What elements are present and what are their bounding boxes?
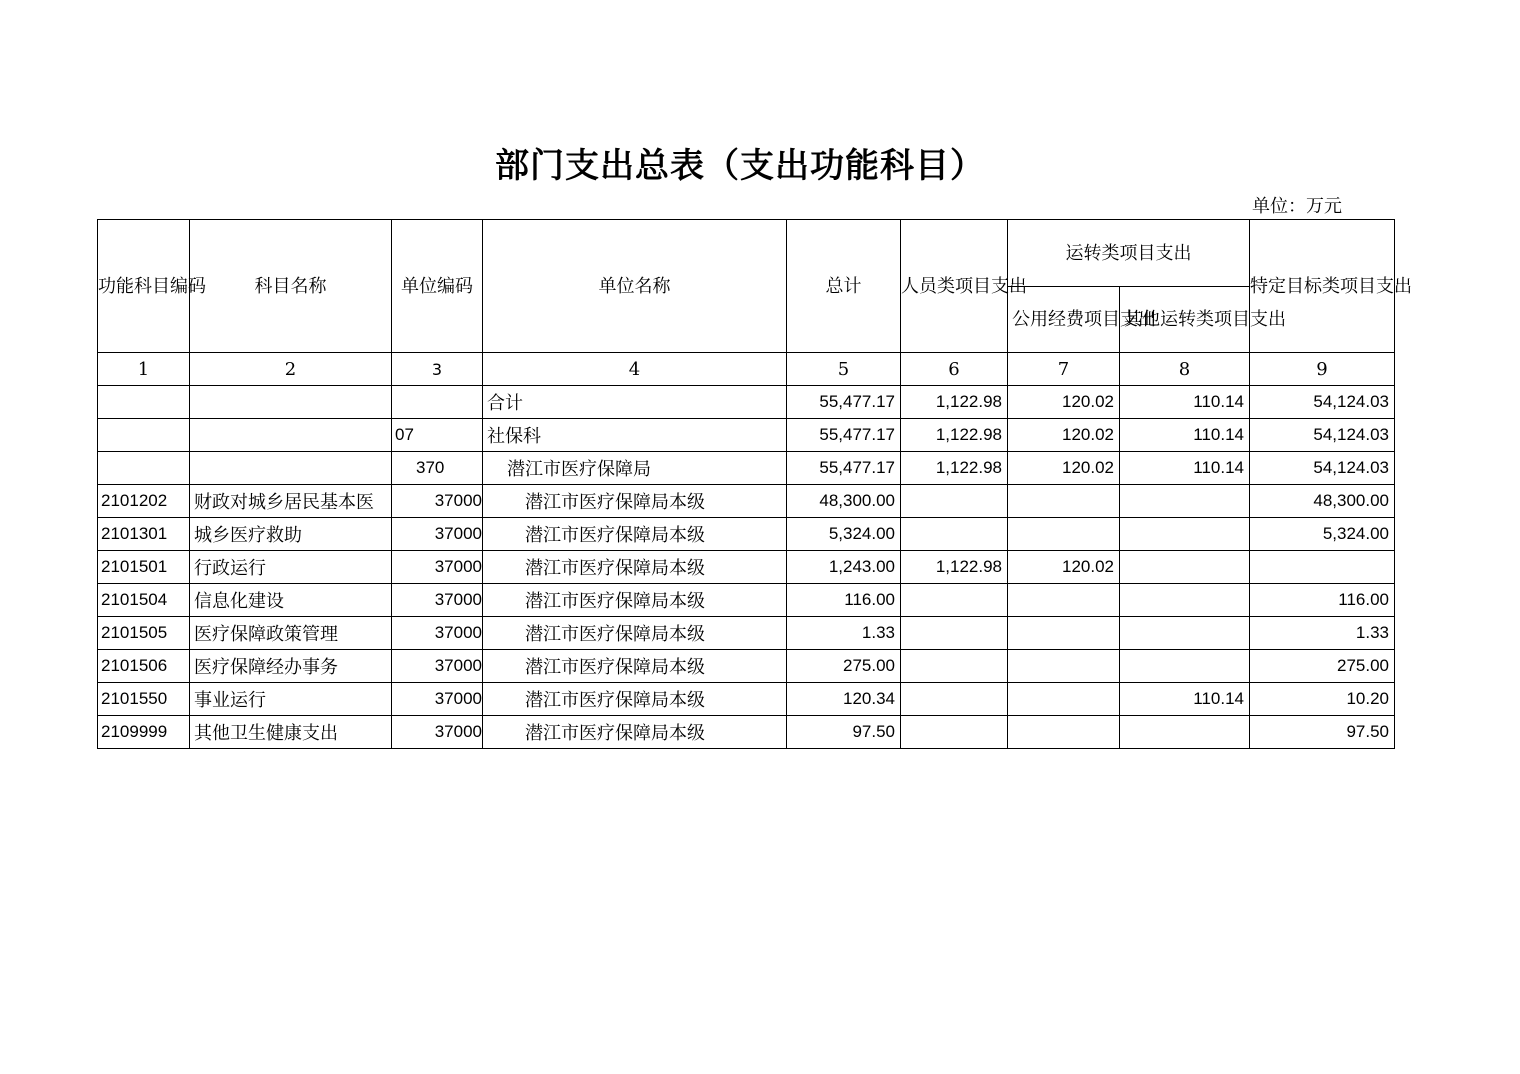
header-operation-group: 运转类项目支出 bbox=[1008, 220, 1250, 287]
header-func-code: 功能科目编码 bbox=[98, 220, 190, 353]
personnel-cell bbox=[901, 683, 1008, 716]
unit-name-cell: 潜江市医疗保障局本级 bbox=[483, 551, 787, 584]
personnel-cell bbox=[901, 584, 1008, 617]
public-funds-cell bbox=[1008, 617, 1120, 650]
unit-code-cell: 07 bbox=[392, 419, 483, 452]
func-code-cell: 2101501 bbox=[98, 551, 190, 584]
total-cell: 275.00 bbox=[787, 650, 901, 683]
func-code-cell: 2109999 bbox=[98, 716, 190, 749]
personnel-cell bbox=[901, 485, 1008, 518]
specific-target-cell bbox=[1250, 551, 1395, 584]
unit-name-cell: 潜江市医疗保障局本级 bbox=[483, 518, 787, 551]
subject-name-cell: 医疗保障经办事务 bbox=[190, 650, 392, 683]
total-cell: 55,477.17 bbox=[787, 452, 901, 485]
subject-name-cell: 行政运行 bbox=[190, 551, 392, 584]
col-number: 4 bbox=[483, 353, 787, 386]
table-row bbox=[98, 386, 1395, 419]
expenditure-table bbox=[97, 219, 1412, 749]
subject-name-cell: 事业运行 bbox=[190, 683, 392, 716]
public-funds-cell bbox=[1008, 485, 1120, 518]
total-cell: 55,477.17 bbox=[787, 419, 901, 452]
subject-name-cell: 医疗保障政策管理 bbox=[190, 617, 392, 650]
func-code-cell: 2101550 bbox=[98, 683, 190, 716]
page-title: 部门支出总表（支出功能科目） bbox=[495, 146, 985, 186]
func-code-cell: 2101202 bbox=[98, 485, 190, 518]
table-row bbox=[98, 584, 1395, 617]
subject-name-cell bbox=[190, 419, 392, 452]
unit-code-cell: 37000 bbox=[392, 584, 483, 617]
total-cell: 55,477.17 bbox=[787, 386, 901, 419]
personnel-cell bbox=[901, 617, 1008, 650]
unit-code-cell: 37000 bbox=[392, 683, 483, 716]
personnel-cell: 1,122.98 bbox=[901, 551, 1008, 584]
personnel-cell: 1,122.98 bbox=[901, 419, 1008, 452]
unit-name-cell: 社保科 bbox=[483, 419, 787, 452]
func-code-cell bbox=[98, 386, 190, 419]
header-subject-name: 科目名称 bbox=[190, 220, 392, 353]
public-funds-cell bbox=[1008, 518, 1120, 551]
other-operation-cell bbox=[1120, 518, 1250, 551]
specific-target-cell: 54,124.03 bbox=[1250, 419, 1395, 452]
unit-code-cell bbox=[392, 386, 483, 419]
header-personnel: 人员类项目支出 bbox=[901, 220, 1008, 353]
table-row bbox=[98, 518, 1395, 551]
func-code-cell bbox=[98, 452, 190, 485]
col-number: 2 bbox=[190, 353, 392, 386]
personnel-cell bbox=[901, 650, 1008, 683]
other-operation-cell bbox=[1120, 584, 1250, 617]
subject-name-cell: 信息化建设 bbox=[190, 584, 392, 617]
col-number: 7 bbox=[1008, 353, 1120, 386]
header-public-funds: 公用经费项目支出 bbox=[1008, 287, 1120, 353]
public-funds-cell bbox=[1008, 650, 1120, 683]
other-operation-cell bbox=[1120, 650, 1250, 683]
total-cell: 116.00 bbox=[787, 584, 901, 617]
unit-name-cell: 潜江市医疗保障局本级 bbox=[483, 650, 787, 683]
other-operation-cell bbox=[1120, 716, 1250, 749]
func-code-cell: 2101506 bbox=[98, 650, 190, 683]
other-operation-cell bbox=[1120, 485, 1250, 518]
header-total: 总计 bbox=[787, 220, 901, 353]
func-code-cell bbox=[98, 419, 190, 452]
subject-name-cell bbox=[190, 386, 392, 419]
unit-label: 单位：万元 bbox=[1252, 196, 1342, 217]
specific-target-cell: 48,300.00 bbox=[1250, 485, 1395, 518]
subject-name-cell: 城乡医疗救助 bbox=[190, 518, 392, 551]
func-code-cell: 2101505 bbox=[98, 617, 190, 650]
public-funds-cell: 120.02 bbox=[1008, 386, 1120, 419]
subject-name-cell bbox=[190, 452, 392, 485]
public-funds-cell bbox=[1008, 584, 1120, 617]
table-row bbox=[98, 650, 1395, 683]
unit-code-cell: 37000 bbox=[392, 650, 483, 683]
public-funds-cell: 120.02 bbox=[1008, 419, 1120, 452]
col-number: 8 bbox=[1120, 353, 1250, 386]
other-operation-cell: 110.14 bbox=[1120, 419, 1250, 452]
unit-name-cell: 潜江市医疗保障局本级 bbox=[483, 617, 787, 650]
public-funds-cell bbox=[1008, 683, 1120, 716]
func-code-cell: 2101301 bbox=[98, 518, 190, 551]
unit-name-cell: 合计 bbox=[483, 386, 787, 419]
unit-name-cell: 潜江市医疗保障局 bbox=[483, 452, 787, 485]
public-funds-cell bbox=[1008, 716, 1120, 749]
specific-target-cell: 10.20 bbox=[1250, 683, 1395, 716]
unit-code-cell: 37000 bbox=[392, 518, 483, 551]
unit-code-cell: 37000 bbox=[392, 485, 483, 518]
total-cell: 1,243.00 bbox=[787, 551, 901, 584]
table-row bbox=[98, 716, 1395, 749]
specific-target-cell: 5,324.00 bbox=[1250, 518, 1395, 551]
public-funds-cell: 120.02 bbox=[1008, 452, 1120, 485]
header-other-operation: 其他运转类项目支出 bbox=[1120, 287, 1250, 353]
table-row bbox=[98, 617, 1395, 650]
unit-name-cell: 潜江市医疗保障局本级 bbox=[483, 584, 787, 617]
personnel-cell bbox=[901, 716, 1008, 749]
unit-code-cell: 37000 bbox=[392, 617, 483, 650]
specific-target-cell: 116.00 bbox=[1250, 584, 1395, 617]
func-code-cell: 2101504 bbox=[98, 584, 190, 617]
col-number: 5 bbox=[787, 353, 901, 386]
header-specific-target: 特定目标类项目支出 bbox=[1250, 220, 1395, 353]
unit-name-cell: 潜江市医疗保障局本级 bbox=[483, 485, 787, 518]
other-operation-cell bbox=[1120, 551, 1250, 584]
table-row bbox=[98, 485, 1395, 518]
other-operation-cell: 110.14 bbox=[1120, 386, 1250, 419]
col-number: 3 bbox=[392, 353, 483, 386]
subject-name-cell: 其他卫生健康支出 bbox=[190, 716, 392, 749]
unit-code-cell: 37000 bbox=[392, 551, 483, 584]
col-number: 9 bbox=[1250, 353, 1395, 386]
header-row-1 bbox=[98, 220, 1395, 287]
total-cell: 5,324.00 bbox=[787, 518, 901, 551]
other-operation-cell: 110.14 bbox=[1120, 683, 1250, 716]
specific-target-cell: 97.50 bbox=[1250, 716, 1395, 749]
header-unit-code: 单位编码 bbox=[392, 220, 483, 353]
header-unit-name: 单位名称 bbox=[483, 220, 787, 353]
table-row bbox=[98, 683, 1395, 716]
specific-target-cell: 54,124.03 bbox=[1250, 386, 1395, 419]
total-cell: 97.50 bbox=[787, 716, 901, 749]
personnel-cell bbox=[901, 518, 1008, 551]
subject-name-cell: 财政对城乡居民基本医 bbox=[190, 485, 392, 518]
specific-target-cell: 275.00 bbox=[1250, 650, 1395, 683]
column-number-row bbox=[98, 353, 1395, 386]
personnel-cell: 1,122.98 bbox=[901, 386, 1008, 419]
table-row bbox=[98, 419, 1395, 452]
unit-code-cell: 37000 bbox=[392, 716, 483, 749]
specific-target-cell: 54,124.03 bbox=[1250, 452, 1395, 485]
unit-name-cell: 潜江市医疗保障局本级 bbox=[483, 716, 787, 749]
public-funds-cell: 120.02 bbox=[1008, 551, 1120, 584]
total-cell: 48,300.00 bbox=[787, 485, 901, 518]
other-operation-cell: 110.14 bbox=[1120, 452, 1250, 485]
other-operation-cell bbox=[1120, 617, 1250, 650]
unit-name-cell: 潜江市医疗保障局本级 bbox=[483, 683, 787, 716]
col-number: 6 bbox=[901, 353, 1008, 386]
specific-target-cell: 1.33 bbox=[1250, 617, 1395, 650]
total-cell: 120.34 bbox=[787, 683, 901, 716]
table-row bbox=[98, 551, 1395, 584]
col-number: 1 bbox=[98, 353, 190, 386]
unit-code-cell: 370 bbox=[392, 452, 483, 485]
table-row bbox=[98, 452, 1395, 485]
personnel-cell: 1,122.98 bbox=[901, 452, 1008, 485]
total-cell: 1.33 bbox=[787, 617, 901, 650]
